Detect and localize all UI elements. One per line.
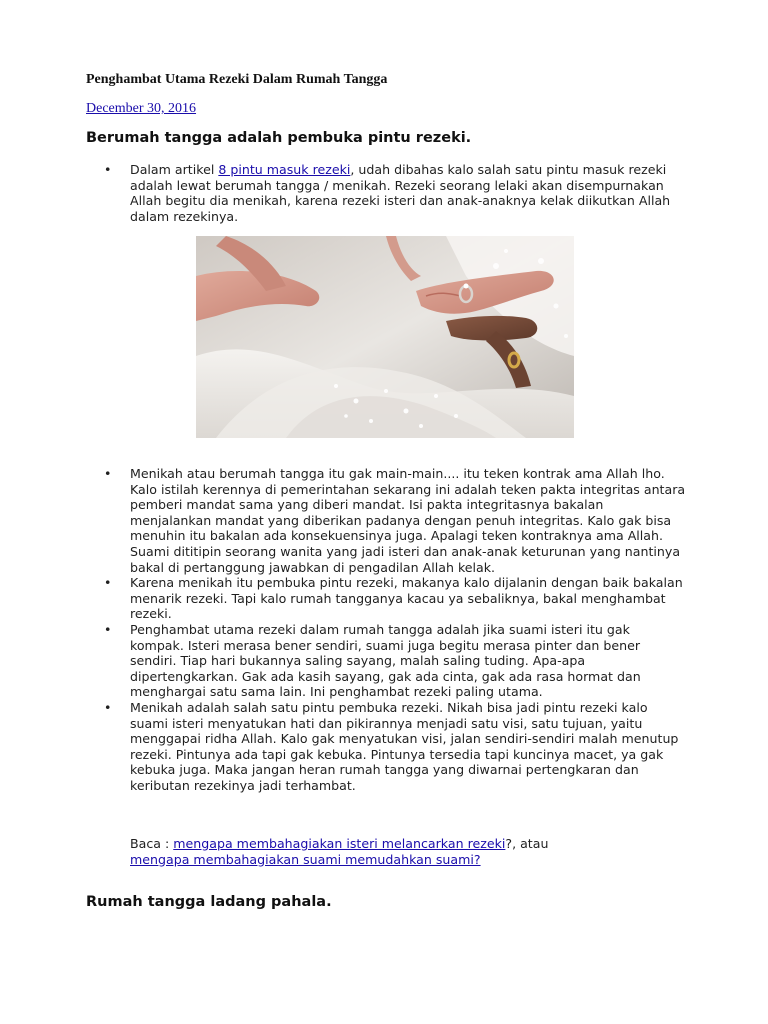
bullet-text: Menikah atau berumah tangga itu gak main-main.... itu teken kontrak ama Allah lho. Kalo istilah kerennya di pemerintahan sekarang ini adalah teken pakta integritas antara pemberi mandat sama yang diberi mandat. Isi pakta integritasnya bakalan menjalankan mandat yang diberikan padanya dengan penuh integritas. Kalo gak bisa menuhin itu bakalan ada konsekuensinya juga. Apalagi teken kontraknya ama Allah. Suami dititipin seorang wanita yang jadi isteri dan anak-anak keturunan yang nantinya bakal di pertanggung jawabkan di pengadilan Allah kelak. (130, 466, 686, 575)
section-heading-rezeki: Berumah tangga adalah pembuka pintu rezeki. (86, 130, 472, 146)
wedding-hands-photo (196, 236, 574, 438)
baca-middle: ?, atau (505, 836, 549, 851)
baca-paragraph (130, 836, 650, 867)
document-title: Penghambat Utama Rezeki Dalam Rumah Tangga (86, 72, 388, 87)
bullet-icon: • (104, 575, 112, 591)
bullet-text-before: Dalam artikel (130, 162, 219, 177)
baca-prefix: Baca : (130, 836, 174, 851)
bullet-text: Penghambat utama rezeki dalam rumah tangga adalah jika suami isteri itu gak kompak. Isteri merasa bener sendiri, suami juga begitu merasa pinter dan bener sendiri. Tiap hari bukannya saling sayang, malah saling tuding. Apa-apa dipertengkarkan. Gak ada kasih sayang, gak ada cinta, gak ada rasa hormat dan menghargai satu sama lain. Ini penghambat rezeki paling utama. (130, 621, 641, 700)
bullet-icon: • (104, 466, 112, 481)
bullet-icon: • (104, 699, 112, 715)
post-date-link[interactable]: December 30, 2016 (86, 101, 197, 116)
list-item (86, 700, 686, 794)
link-membahagiakan-suami[interactable]: mengapa membahagiakan suami memudahkan suami? (130, 851, 481, 867)
article-link-8-pintu[interactable]: 8 pintu masuk rezeki (218, 162, 351, 177)
list-item (86, 575, 686, 622)
bullet-icon: • (104, 162, 112, 177)
bullet-text-after: , udah dibahas kalo salah satu pintu masuk rezeki adalah lewat berumah tangga / menikah. Rezeki seorang lelaki akan disempurnakan Allah begitu dia menikah, karena rezeki isteri dan anak-anaknya kelak diikutkan Allah dalam rezekinya. (130, 162, 671, 224)
list-item (86, 622, 686, 700)
main-bullet-list (86, 466, 686, 793)
intro-bullet-list (86, 162, 686, 224)
section-heading-pahala: Rumah tangga ladang pahala. (86, 894, 332, 910)
link-membahagiakan-isteri[interactable]: mengapa membahagiakan isteri melancarkan rezeki (173, 836, 506, 851)
bullet-text: Menikah adalah salah satu pintu pembuka rezeki. Nikah bisa jadi pintu rezeki kalo suami isteri menyatukan hati dan pikirannya menjadi satu visi, satu tujuan, yaitu menggapai ridha Allah. Kalo gak menyatukan visi, jalan sendiri-sendiri malah menutup rezeki. Pintunya ada tapi gak kebuka. Pintunya tersedia tapi kuncinya macet, ya gak kebuka juga. Maka jangan heran rumah tangga yang diwarnai pertengkaran dan keributan rezekinya jadi terhambat. (130, 699, 679, 793)
bullet-text: Karena menikah itu pembuka pintu rezeki, makanya kalo dijalanin dengan baik bakalan menarik rezeki. Tapi kalo rumah tangganya kacau ya sebaliknya, bakal menghambat rezeki. (130, 575, 683, 622)
bullet-icon: • (104, 621, 112, 637)
list-item (86, 162, 686, 224)
list-item (86, 466, 686, 575)
